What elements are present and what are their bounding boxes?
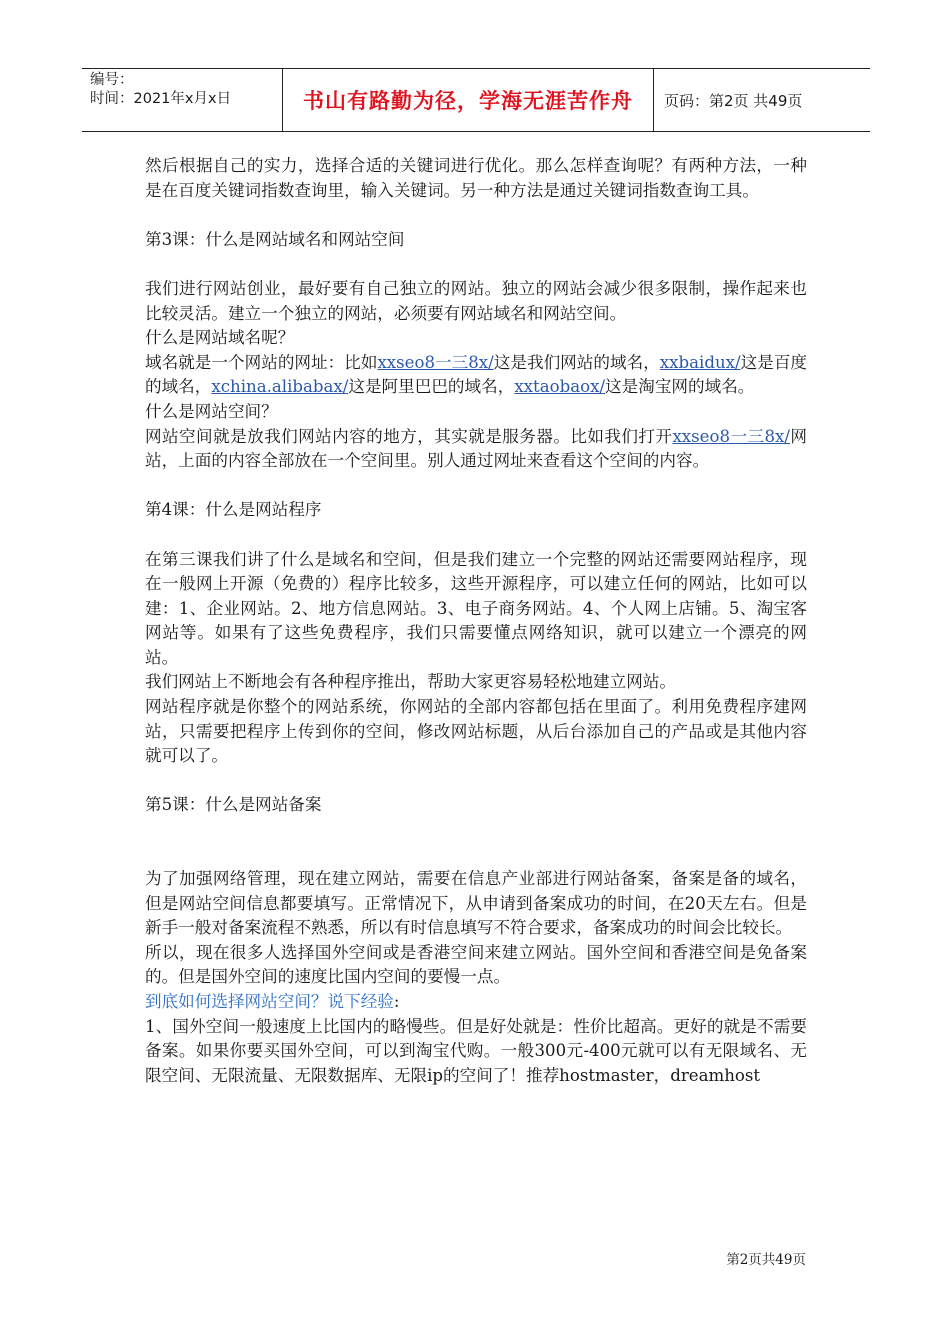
document-number-label: 编号： [90,72,134,88]
paragraph: 网站程序就是你整个的网站系统，你网站的全部内容都包括在里面了。利用免费程序建网站，只需要把程序上传到你的空间，修改网站标题，从后台添加自己的产品或是其他内容就可以了。 [145,697,807,766]
blue-heading-line [145,990,807,1015]
lesson-4-title: 第4课：什么是网站程序 [145,500,322,520]
space-paragraph [145,425,807,474]
document-time-label: 时间：2021年x月x日 [90,91,232,107]
document-body [145,154,807,1088]
text: 域名就是一个网站的网址：比如 [145,352,378,372]
lesson-3-title: 第3课：什么是网站域名和网站空间 [145,229,405,249]
text: 这是百度的域名， [145,352,808,397]
blue-heading: 到底如何选择网站空间？说下经验 [145,992,394,1011]
text: 网站，上面的内容全部放在一个空间里。别人通过网址来查看这个空间的内容。 [145,426,808,471]
header-left [82,69,282,131]
paragraph: 为了加强网络管理，现在建立网站，需要在信息产业部进行网站备案，备案是备的域名，但是网站空间信息都要填写。正常情况下，从申请到备案成功的时间，在20天左右。但是新手一般对备案流程不熟悉，所以有时信息填写不符合要求，备案成功的时间会比较长。 [145,869,807,938]
paragraph: 所以，现在很多人选择国外空间或是香港空间来建立网站。国外空间和香港空间是免备案的。但是国外空间的速度比国内空间的要慢一点。 [145,942,807,987]
paragraph: 我们进行网站创业，最好要有自己独立的网站。独立的网站会减少很多限制，操作起来也比较灵活。建立一个独立的网站，必须要有网站域名和网站空间。 [145,278,807,323]
header-motto: 书山有路勤为径，学海无涯苦作舟 [282,69,654,131]
link-alibaba[interactable]: xchina.alibabax/ [211,377,349,397]
question-domain: 什么是网站域名呢？ [145,328,295,348]
paragraph: 然后根据自己的实力，选择合适的关键词进行优化。那么怎样查询呢？有两种方法，一种是在百度关键词指数查询里，输入关键词。另一种方法是通过关键词指数查询工具。 [145,156,807,200]
link-seo8[interactable]: xxseo8一三8x/ [672,426,790,446]
heading-colon: : [393,992,400,1011]
paragraph: 在第三课我们讲了什么是域名和空间，但是我们建立一个完整的网站还需要网站程序，现在一般网上开源（免费的）程序比较多，这些开源程序，可以建立任何的网站，比如可以建：1、企业网站。2、地方信息网站。3、电子商务网站。4、个人网上店铺。5、淘宝客网站等。如果有了这些免费程序，我们只需要懂点网络知识，就可以建立一个漂亮的网站。 [145,549,807,667]
domain-paragraph [145,351,807,400]
lesson-5-title: 第5课：什么是网站备案 [145,795,322,815]
page-footer-number: 第2页共49页 [726,1252,806,1268]
text: 这是阿里巴巴的域名， [348,377,515,397]
paragraph: 1、国外空间一般速度上比国内的略慢些。但是好处就是：性价比超高。更好的就是不需要备案。如果你要买国外空间，可以到淘宝代购。一般300元-400元就可以有无限域名、无限空间、无限流量、无限数据库、无限ip的空间了！推荐hostmaster，dreamhost [145,1016,807,1085]
text: 这是淘宝网的域名。 [605,377,755,397]
paragraph: 我们网站上不断地会有各种程序推出，帮助大家更容易轻松地建立网站。 [145,672,676,692]
page-header [82,68,870,132]
link-seo8[interactable]: xxseo8一三8x/ [377,352,494,372]
question-space: 什么是网站空间？ [145,401,278,421]
text: 这是我们网站的域名， [493,352,660,372]
link-taobao[interactable]: xxtaobaox/ [514,377,606,397]
text: 网站空间就是放我们网站内容的地方，其实就是服务器。比如我们打开 [145,426,673,446]
link-baidu[interactable]: xxbaidux/ [659,352,741,372]
header-page-number: 页码：第2页 共49页 [664,91,803,110]
